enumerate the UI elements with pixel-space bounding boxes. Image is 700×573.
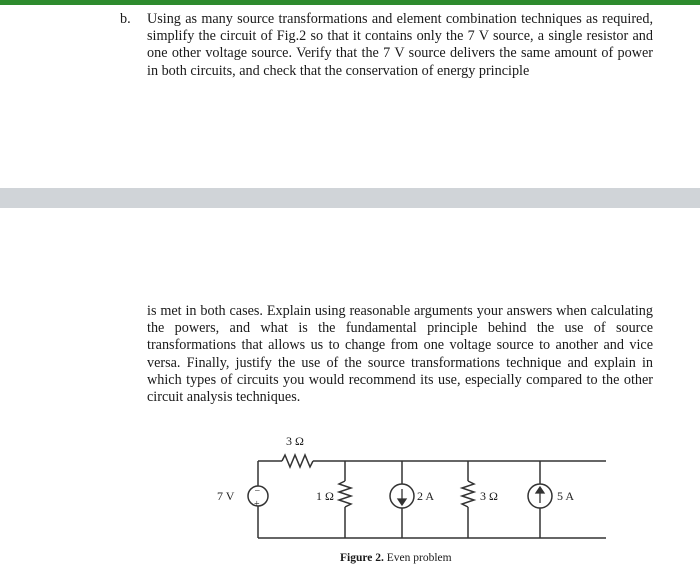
question-marker: b.	[120, 11, 131, 27]
figure-caption-label: Figure 2.	[340, 552, 384, 564]
shunt-resistor-1-symbol	[339, 481, 351, 507]
label-current-source-2: 5 A	[557, 489, 575, 503]
question-text-part2: is met in both cases. Explain using reasonable arguments your answers when calculating the powers, and what is the fundamental principle behind the use of source transformations that allows us to change from one voltage source to another and vice versa. Finally, justify the use of the source transformations technique and explain in which types of circuits you would recommend its use, especially compared to the other circuit analysis techniques.	[147, 303, 653, 406]
label-current-source-1: 2 A	[417, 489, 435, 503]
plus-sign: +	[254, 499, 260, 510]
series-resistor-symbol	[282, 455, 313, 467]
label-series-resistor: 3 Ω	[286, 434, 304, 448]
question-text-part1: Using as many source transformations and element combination techniques as required, simplify the circuit of Fig.2 so that it contains only the 7 V source, a single resistor and one other voltage source. Verify that the 7 V source delivers the same amount of power in both circuits, and check that the conservation of energy principle	[147, 11, 653, 79]
figure-caption-text: Even problem	[386, 552, 452, 564]
label-voltage-source: 7 V	[217, 489, 235, 503]
minus-sign: −	[254, 486, 261, 497]
figure-caption	[340, 552, 452, 564]
label-shunt-resistor-1: 1 Ω	[316, 489, 334, 503]
label-shunt-resistor-2: 3 Ω	[480, 489, 498, 503]
shunt-resistor-2-symbol	[462, 481, 474, 507]
